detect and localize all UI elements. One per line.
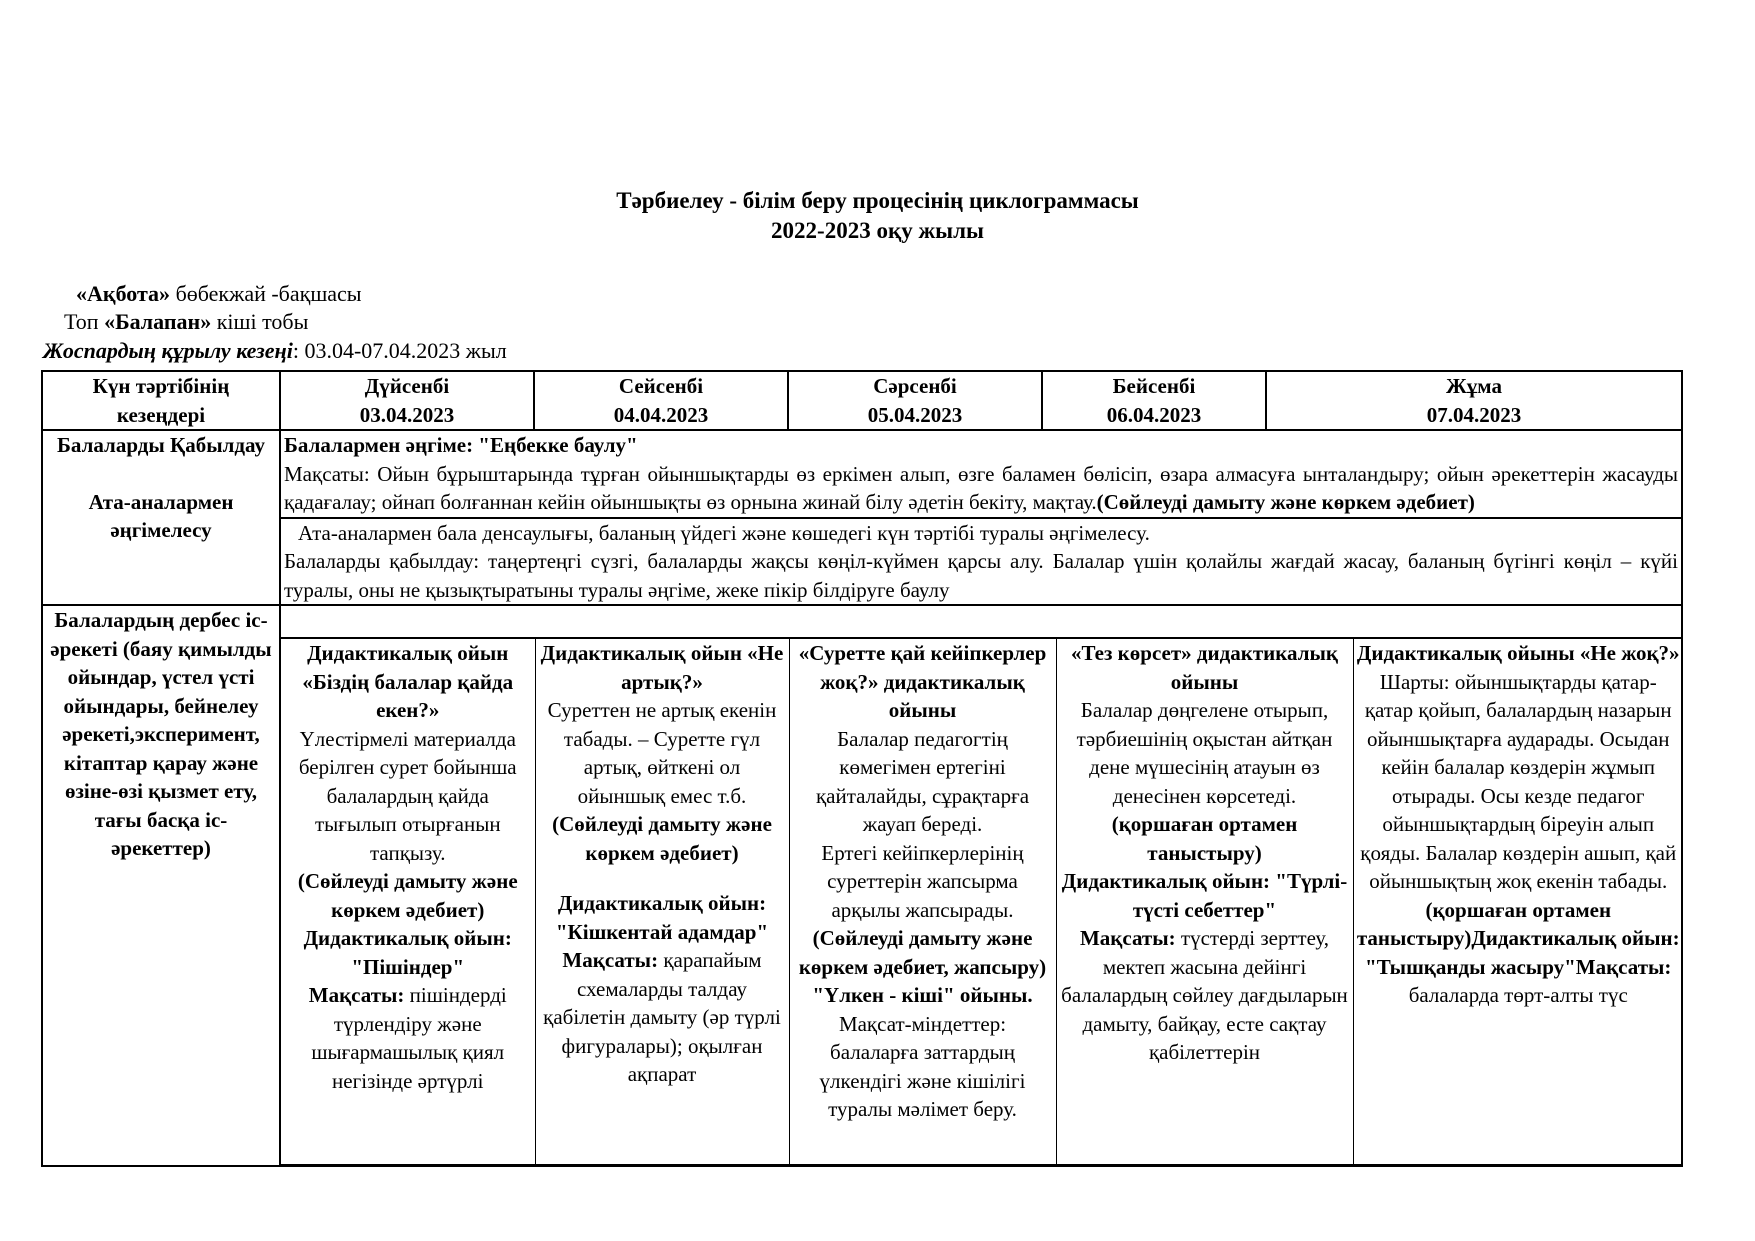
parents-text: Ата-аналармен бала денсаулығы, баланың үйдегі және көшедегі күн тәртібі туралы әңгімелесу. bbox=[298, 520, 1150, 545]
stage-activity bbox=[42, 605, 280, 1166]
header-day-fri bbox=[1266, 371, 1682, 430]
group-prefix: Топ bbox=[64, 309, 105, 334]
game-goal bbox=[1060, 924, 1350, 1067]
kindergarten-suffix: бөбекжай -бақшасы bbox=[170, 281, 362, 306]
header-day-mon bbox=[280, 371, 534, 430]
game-area: (қоршаған ортамен таныстыру) bbox=[1356, 897, 1612, 950]
game-title: Дидактикалық ойын «Не артық?» bbox=[540, 641, 784, 694]
kindergarten-name: «Ақбота» bbox=[76, 281, 171, 306]
day-date: 04.04.2023 bbox=[613, 402, 709, 427]
schedule-table bbox=[41, 370, 1683, 1167]
header-day-tue bbox=[534, 371, 788, 430]
game-title: Дидактикалық ойын: "Тышқанды жасыру" bbox=[1365, 926, 1680, 979]
game-goal bbox=[284, 981, 532, 1095]
goal-label: Мақсаты: bbox=[562, 948, 659, 972]
game-area: (Сөйлеуді дамыту және көркем әдебиет, жапсыру) bbox=[798, 926, 1047, 979]
goal-text: түстерді зерттеу, мектеп жасына дейінгі балалардың сөйлеу дағдыларын дамыту, байқау, есте сақтау қабілеттерін bbox=[1061, 926, 1348, 1064]
activity-thu bbox=[1056, 639, 1353, 1165]
goal-label: Мақсаты: bbox=[1575, 954, 1672, 979]
stage-activity-label: Балалардың дербес іс-әрекеті (баяу қимылды ойындар, үстел үсті ойындары, бейнелеу әрекеті,эксперимент, кітаптар қарау және өзіне-өзі қызмет ету, тағы басқа іс-әрекеттер) bbox=[50, 608, 272, 860]
header-row bbox=[42, 371, 1682, 430]
talk-cell bbox=[280, 430, 1682, 518]
header-stage: Күн тәртібінің кезеңдері bbox=[42, 371, 280, 430]
reception-row-a bbox=[42, 430, 1682, 518]
document-title bbox=[0, 186, 1755, 246]
activity-tue bbox=[535, 639, 789, 1165]
day-name: Бейсенбі bbox=[1112, 374, 1196, 398]
activity-inner-table bbox=[281, 638, 1683, 1165]
day-name: Жұма bbox=[1446, 374, 1502, 398]
game-area: (Сөйлеуді дамыту және көркем әдебиет) bbox=[297, 869, 518, 922]
game-text: Үлестірмелі материалда берілген сурет бойынша балалардың қайда тығылып отырғанын тапқызу. bbox=[298, 726, 517, 865]
day-name: Сейсенбі bbox=[618, 374, 704, 398]
group-suffix: кіші тобы bbox=[211, 309, 309, 334]
game-text: Балалар дөңгелене отырып, тәрбиешінің оқыстан айтқан дене мүшесінің атауын өз денесінен көрсетеді. bbox=[1076, 698, 1333, 808]
game-title: Дидактикалық ойын «Біздің балалар қайда екен?» bbox=[302, 641, 514, 722]
goal-label: Мақсаты: bbox=[308, 983, 405, 1007]
period-value: : 03.04-07.04.2023 жыл bbox=[292, 338, 507, 363]
talk-goal-area: (Сөйлеуді дамыту және көркем әдебиет) bbox=[1096, 490, 1475, 514]
activity-cell bbox=[280, 605, 1682, 1166]
game-title: Дидактикалық ойын: "Пішіндер" bbox=[303, 926, 512, 979]
header-day-wed bbox=[788, 371, 1042, 430]
period-label: Жоспардың құрылу кезеңі bbox=[43, 338, 293, 363]
day-date: 05.04.2023 bbox=[867, 402, 963, 427]
title-line: Тәрбиелеу - білім беру процесінің циклограммасы bbox=[616, 188, 1139, 213]
goal-label: Мақсаты: bbox=[1079, 926, 1176, 950]
game-text-2: Ертегі кейіпкерлерінің суреттерін жапсырма арқылы жапсырады. bbox=[821, 840, 1024, 922]
stage-reception bbox=[42, 430, 280, 605]
activity-mon bbox=[281, 639, 535, 1165]
game-title: "Үлкен - кіші" ойыны. bbox=[812, 983, 1033, 1007]
activity-blank-strip bbox=[281, 606, 1681, 638]
game-area-and-title bbox=[1357, 896, 1681, 982]
goal-text: пішіндерді түрлендіру және шығармашылық қиял негізінде әртүрлі bbox=[311, 983, 507, 1093]
game-title: Дидактикалық ойын: "Кішкентай адамдар" bbox=[555, 891, 769, 944]
day-date: 07.04.2023 bbox=[1426, 402, 1522, 427]
day-date: 03.04.2023 bbox=[359, 402, 455, 427]
day-name: Сәрсенбі bbox=[873, 374, 957, 398]
game-text: Шарты: ойыншықтарды қатар-қатар қойып, балалардың назарын ойыншықтарға аударады. Осыдан кейін балалар көздерін жұмып отырады. Осы кезде педагог ойыншықтардың біреуін алып қояды. Балалар көздерін ашып, қай ойыншықтың жоқ екенін табады. bbox=[1360, 669, 1677, 893]
goal-text: қарапайым схемаларды талдау қабілетін дамыту (әр түрлі фигуралары); оқылған ақпарат bbox=[543, 948, 781, 1086]
day-date: 06.04.2023 bbox=[1106, 402, 1202, 427]
stage-reception-label: Балаларды Қабылдау bbox=[57, 433, 265, 457]
game-title: Дидактикалық ойын: "Түрлі-түсті себеттер" bbox=[1061, 869, 1348, 922]
parents-cell bbox=[280, 518, 1682, 606]
game-title: «Тез көрсет» дидактикалық ойыны bbox=[1070, 641, 1339, 694]
game-area: (қоршаған ортамен таныстыру) bbox=[1111, 812, 1298, 865]
kindergarten-line bbox=[76, 280, 362, 308]
header-day-thu bbox=[1042, 371, 1266, 430]
game-title: «Суретте қай кейіпкерлер жоқ?» дидактикалық ойыны bbox=[798, 641, 1047, 722]
game-title: Дидактикалық ойыны «Не жоқ?» bbox=[1356, 641, 1680, 665]
academic-year: 2022-2023 оқу жылы bbox=[771, 218, 984, 243]
reception-row-b bbox=[42, 518, 1682, 606]
game-text: Мақсат-міндеттер: балаларға заттардың үлкендігі және кішілігі туралы мәлімет беру. bbox=[819, 1011, 1026, 1121]
group-name: «Балапан» bbox=[104, 309, 212, 334]
stage-parents-label: Ата-аналармен әңгімелесу bbox=[88, 489, 234, 542]
game-goal bbox=[539, 946, 786, 1089]
period-line bbox=[43, 337, 507, 365]
group-line bbox=[64, 308, 308, 336]
game-text: Балалар педагогтің көмегімен ертегіні қайталайды, сұрақтарға жауап береді. bbox=[815, 726, 1030, 836]
day-name: Дүйсенбі bbox=[364, 374, 450, 398]
game-text: Суреттен не артық екенін табады. – Суретте гүл артық, өйткені ол ойыншық емес т.б. bbox=[547, 698, 777, 808]
talk-goal bbox=[284, 460, 1678, 517]
game-area: (Сөйлеуді дамыту және көркем әдебиет) bbox=[552, 812, 772, 865]
activity-wed bbox=[789, 639, 1056, 1165]
reception-text: Балаларды қабылдау: таңертеңгі сүзгі, балаларды жақсы көңіл-күймен қарсы алу. Балалар үшін қолайлы жағдай жасау, баланың бүгінгі көңіл – күйі туралы, оны не қызықтыратыны туралы әңгіме, жеке пікір білдіруге баулу bbox=[284, 549, 1678, 602]
activity-row bbox=[42, 605, 1682, 1166]
goal-text: балаларда төрт-алты түс bbox=[1408, 983, 1628, 1007]
activity-fri bbox=[1353, 639, 1683, 1165]
talk-goal-text: Мақсаты: Ойын бұрыштарында тұрған ойыншықтарды өз еркімен алып, өзге баламен бөлісіп, өзара алмасуға ынталандыру; ойын әрекеттерін жасауды қадағалау; ойнап болғаннан кейін ойыншықты өз орнына жинай білу әдетін бекіту, мақтау. bbox=[284, 461, 1678, 514]
talk-title: Балалармен әңгіме: "Еңбекке баулу" bbox=[284, 433, 638, 457]
